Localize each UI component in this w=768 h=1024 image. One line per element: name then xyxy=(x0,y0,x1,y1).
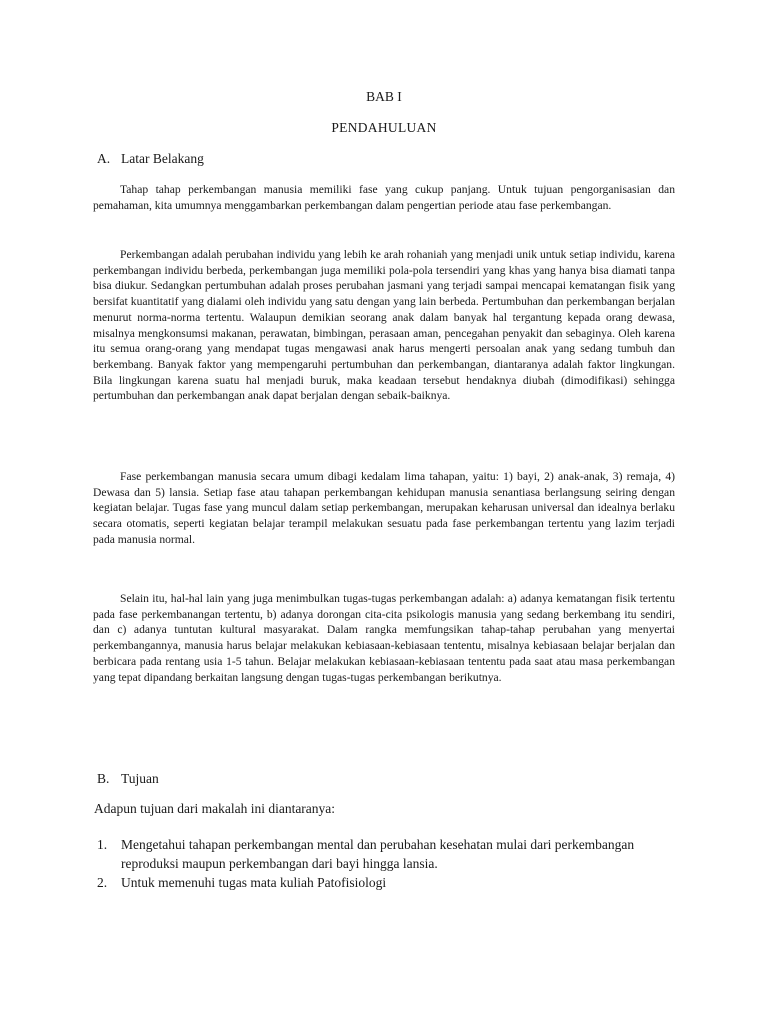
goal-text: Mengetahui tahapan perkembangan mental dan perubahan kesehatan mulai dari perkembangan reproduksi maupun perkembangan dari bayi hingga lansia. xyxy=(121,837,635,871)
section-a-letter: A. xyxy=(97,151,111,166)
section-b-letter: B. xyxy=(97,771,110,786)
goal-number: 1. xyxy=(97,837,108,852)
goal-number: 2. xyxy=(97,875,108,890)
section-b-title: Tujuan xyxy=(121,771,159,786)
goal-text: Untuk memenuhi tugas mata kuliah Patofisiologi xyxy=(121,875,387,890)
background-paragraph-4: Selain itu, hal-hal lain yang juga menimbulkan tugas-tugas perkembangan adalah: a) adanya kematangan fisik tertentu pada fase perkembanangan tertentu, b) adanya dorongan cita-cita psikologis manusia yang sedang berkembang itu sendiri, dan c) adanya tuntutan kultural masyarakat. Dalam rangka memfungsikan tahap-tahap perubahan yang menyertai perkembangannya, manusia harus belajar melakukan kebiasaan-kebiasaan tententu, misalnya kebiasaan belajar berjalan dan berbicara pada rentang usia 1-5 tahun. Belajar melakukan kebiasaan-kebiasaan tententu pada saat atau masa perkembangan yang tepat dipandang berkaitan langsung dengan tugas-tugas perkembangan berikutnya. xyxy=(93,592,675,684)
section-b-heading xyxy=(97,771,159,787)
goals-list xyxy=(97,835,657,892)
chapter-number: BAB I xyxy=(366,89,402,104)
goal-item-1 xyxy=(97,835,657,873)
section-a-title: Latar Belakang xyxy=(121,151,204,166)
goals-intro: Adapun tujuan dari makalah ini diantaranya: xyxy=(94,801,336,816)
background-paragraph-2: Perkembangan adalah perubahan individu yang lebih ke arah rohaniah yang menjadi unik untuk setiap individu, karena perkembangan individu berbeda, perkembangan juga memiliki pola-pola tersendiri yang khas yang hanya bisa diamati tanpa bisa diukur. Sedangkan pertumbuhan adalah proses perubahan jasmani yang terjadi sampai mencapai kematangan fisik yang bersifat kuantitatif yang dialami oleh individu yang satu dengan yang lain berbeda. Pertumbuhan dan perkembangan berjalan menurut norma-norma tertentu. Walaupun demikian seorang anak dalam banyak hal tergantung kepada orang dewasa, misalnya mengkonsumsi makanan, perawatan, bimbingan, perasaan aman, pencegahan penyakit dan sebaginya. Oleh karena itu semua orang-orang yang mendapat tugas mengawasi anak harus mengerti persoalan anak yang sedang tumbuh dan berkembang. Banyak faktor yang mempengaruhi pertumbuhan dan perkembangan, diantaranya adalah faktor lingkungan. Bila lingkungan karena suatu hal menjadi buruk, maka keadaan tersebut hendaknya diubah (dimodifikasi) sehingga pertumbuhan dan perkembangan anak dapat berjalan dengan sebaik-baiknya. xyxy=(93,248,675,403)
section-a-heading xyxy=(97,151,204,167)
chapter-title: PENDAHULUAN xyxy=(331,120,437,135)
background-paragraph-3: Fase perkembangan manusia secara umum dibagi kedalam lima tahapan, yaitu: 1) bayi, 2) anak-anak, 3) remaja, 4) Dewasa dan 5) lansia. Setiap fase atau tahapan perkembangan kehidupan manusia senantiasa berlangsung seiring dengan kegiatan belajar. Tugas fase yang muncul dalam setiap perkembangan, merupakan keharusan universal dan idealnya berlaku secara otomatis, seperti kegiatan belajar terampil melakukan sesuatu pada fase perkembangan tertentu yang lazim terjadi pada manusia normal. xyxy=(93,470,675,546)
goal-item-2 xyxy=(97,873,657,892)
background-paragraph-1: Tahap tahap perkembangan manusia memiliki fase yang cukup panjang. Untuk tujuan pengorganisasian dan pemahaman, kita umumnya menggambarkan perkembangan dalam pengertian periode atau fase perkembangan. xyxy=(93,183,675,212)
